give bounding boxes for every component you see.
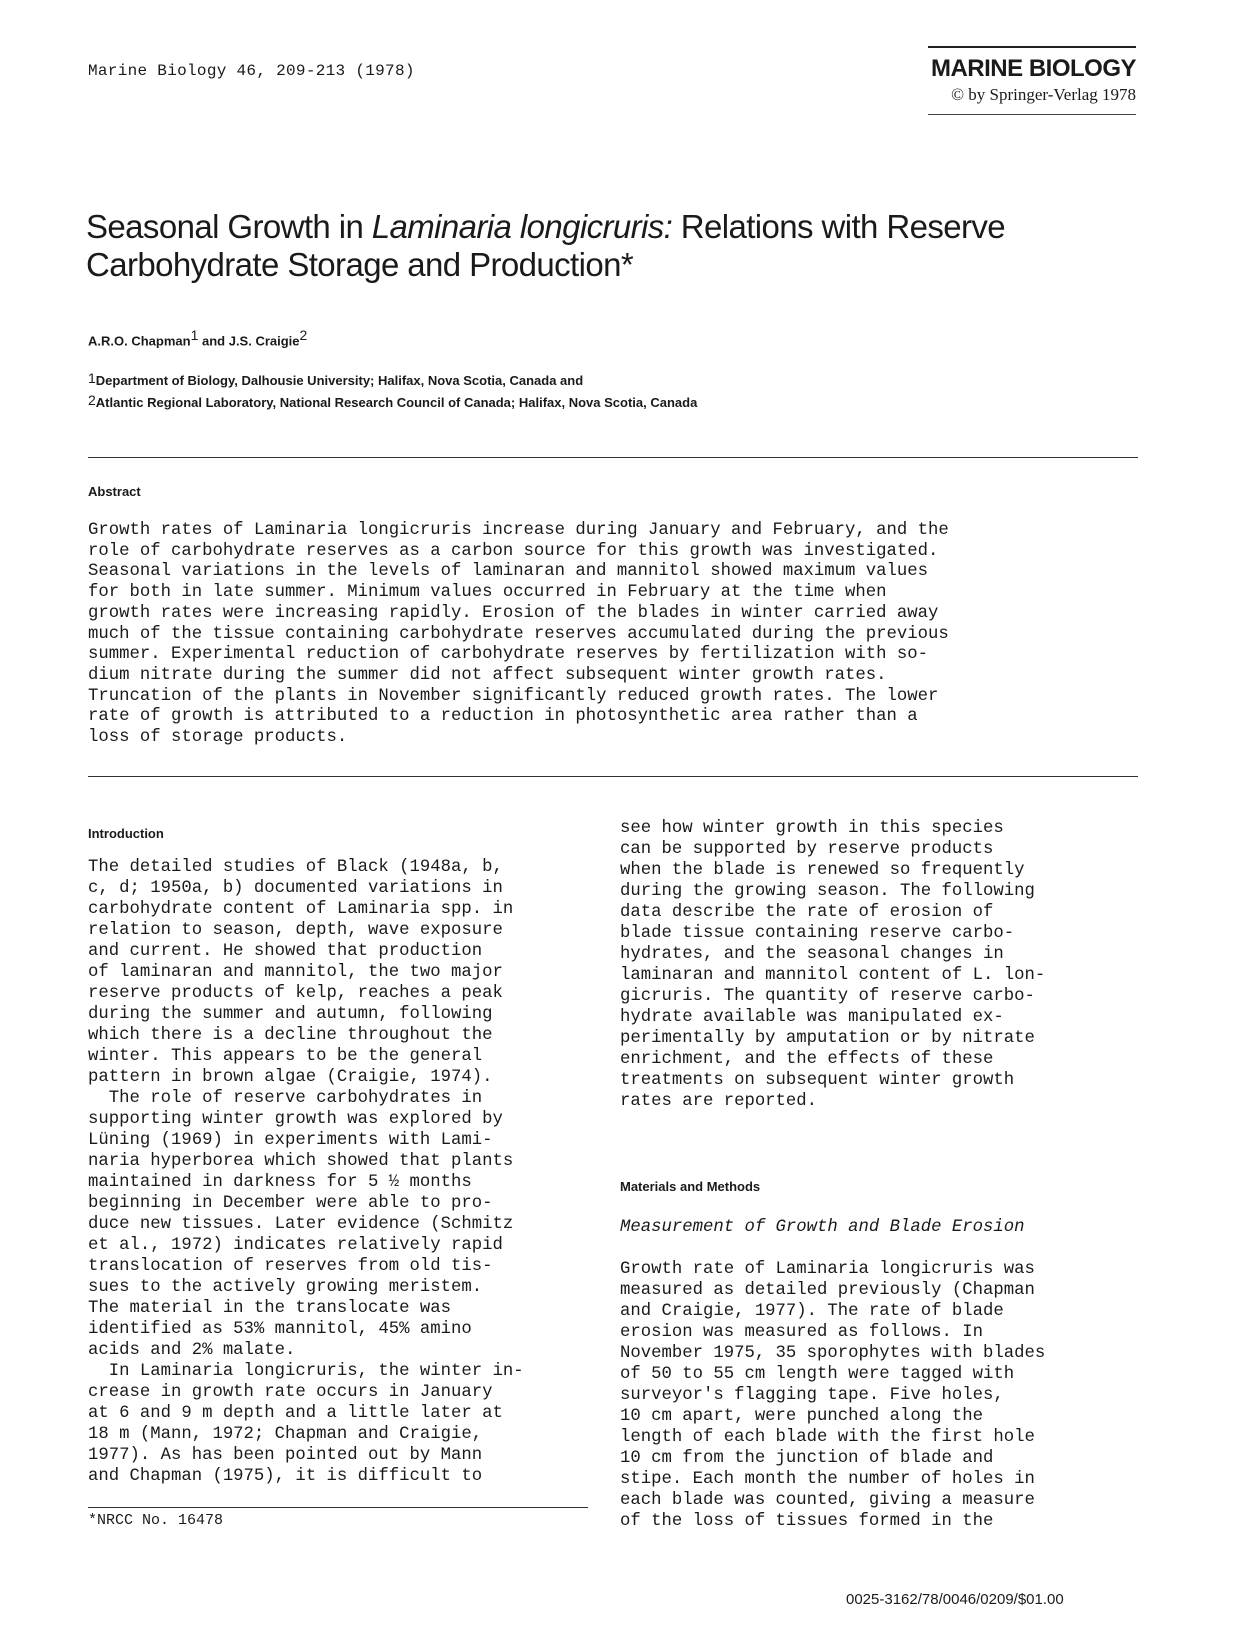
title-line-2: Carbohydrate Storage and Production* [86,246,634,283]
materials-methods-text: Growth rate of Laminaria longicruris was measured as detailed previously (Chapman and Craigie, 1977). The rate of blade erosion was measured as follows. In November 1975, 35 sporophytes with blades of 50 to 55 cm length were tagged with surveyor's flagging tape. Five holes, 10 cm apart, were punched along the length of each blade with the first hole 10 cm from the junction of blade and stipe. Each month the number of holes in each blade was counted, giving a measure of the loss of tissues formed in the [620,1260,1046,1531]
footnote: *NRCC No. 16478 [88,1512,224,1529]
introduction-text: The detailed studies of Black (1948a, b, c, d; 1950a, b) documented variations in carbohydrate content of Laminaria spp. in relation to season, depth, wave exposure and current. He showed that production of laminaran and mannitol, the two major reserve products of kelp, reaches a peak during the summer and autumn, following which there is a decline throughout the winter. This appears to be the general pattern in brown algae (Craigie, 1974). The role of reserve carbohydrates in supporting winter growth was explored by Lüning (1969) in experiments with Lami- naria hyperborea which showed that plants maintained in darkness for 5 ½ months beginning in December were able to pro- duce new tissues. Later evidence (Schmitz et al., 1972) indicates relatively rapid translocation of reserves from old tis- sues to the actively growing meristem. The material in the translocate was identified as 53% mannitol, 45% amino acids and 2% malate. In Laminaria longicruris, the winter in- crease in growth rate occurs in January at 6 and 9 m depth and a little later at 18 m (Mann, 1972; Chapman and Craigie, 1977). As has been pointed out by Mann and Chapman (1975), it is difficult to [88,858,524,1486]
author-2-affil-mark: 2 [299,327,308,343]
affiliation-1-text: Department of Biology, Dalhousie University; Halifax, Nova Scotia, Canada and [95,373,584,388]
footnote-divider [88,1507,588,1508]
author-1-affil-mark: 1 [190,327,199,343]
issn-code: 0025-3162/78/0046/0209/$01.00 [846,1591,1064,1608]
masthead-divider [928,114,1136,115]
title-part-1: Seasonal Growth in [86,208,372,245]
title-part-2: Relations with Reserve [672,208,1006,245]
journal-citation: Marine Biology 46, 209-213 (1978) [88,62,415,80]
abstract-bottom-rule [88,776,1138,777]
introduction-heading: Introduction [88,826,164,841]
journal-masthead [928,46,1136,106]
growth-erosion-subheading: Measurement of Growth and Blade Erosion [620,1218,1025,1237]
materials-methods-heading: Materials and Methods [620,1179,761,1194]
masthead-copyright: © by Springer-Verlag 1978 [951,85,1136,104]
affiliation-2 [88,392,697,410]
affiliation-1-mark: 1 [88,370,96,386]
title-species: Laminaria longicruris: [371,208,673,245]
affiliation-2-mark: 2 [88,392,96,408]
affiliation-1 [88,370,583,388]
masthead-title: MARINE BIOLOGY [930,55,1136,82]
article-title [86,208,1146,284]
affiliation-2-text: Atlantic Regional Laboratory, National Research Council of Canada; Halifax, Nova Scotia, Canada [95,395,698,410]
author-joiner: and [198,333,229,349]
author-1: A.R.O. Chapman [88,333,191,349]
author-2: J.S. Craigie [228,333,300,349]
abstract-top-rule [88,457,1138,458]
abstract-text: Growth rates of Laminaria longicruris increase during January and February, and the role of carbohydrate reserves as a carbon source for this growth was investigated. Seasonal variations in the levels of laminaran and mannitol showed maximum values for both in late summer. Minimum values occurred in February at the time when growth rates were increasing rapidly. Erosion of the blades in winter carried away much of the tissue containing carbohydrate reserves accumulated during the previous summer. Experimental reduction of carbohydrate reserves by fertilization with so- dium nitrate during the summer did not affect subsequent winter growth rates. Truncation of the plants in November significantly reduced growth rates. The lower rate of growth is attributed to a reduction in photosynthetic area rather than a loss of storage products. [88,521,949,748]
introduction-continued-text: see how winter growth in this species can be supported by reserve products when the blade is renewed so frequently during the growing season. The following data describe the rate of erosion of blade tissue containing reserve carbo- hydrates, and the seasonal changes in laminaran and mannitol content of L. lon- gicruris. The quantity of reserve carbo- hydrate available was manipulated ex- perimentally by amputation or by nitrate enrichment, and the effects of these treatments on subsequent winter growth rates are reported. [620,819,1046,1111]
abstract-heading: Abstract [88,484,141,499]
author-list [88,327,307,348]
